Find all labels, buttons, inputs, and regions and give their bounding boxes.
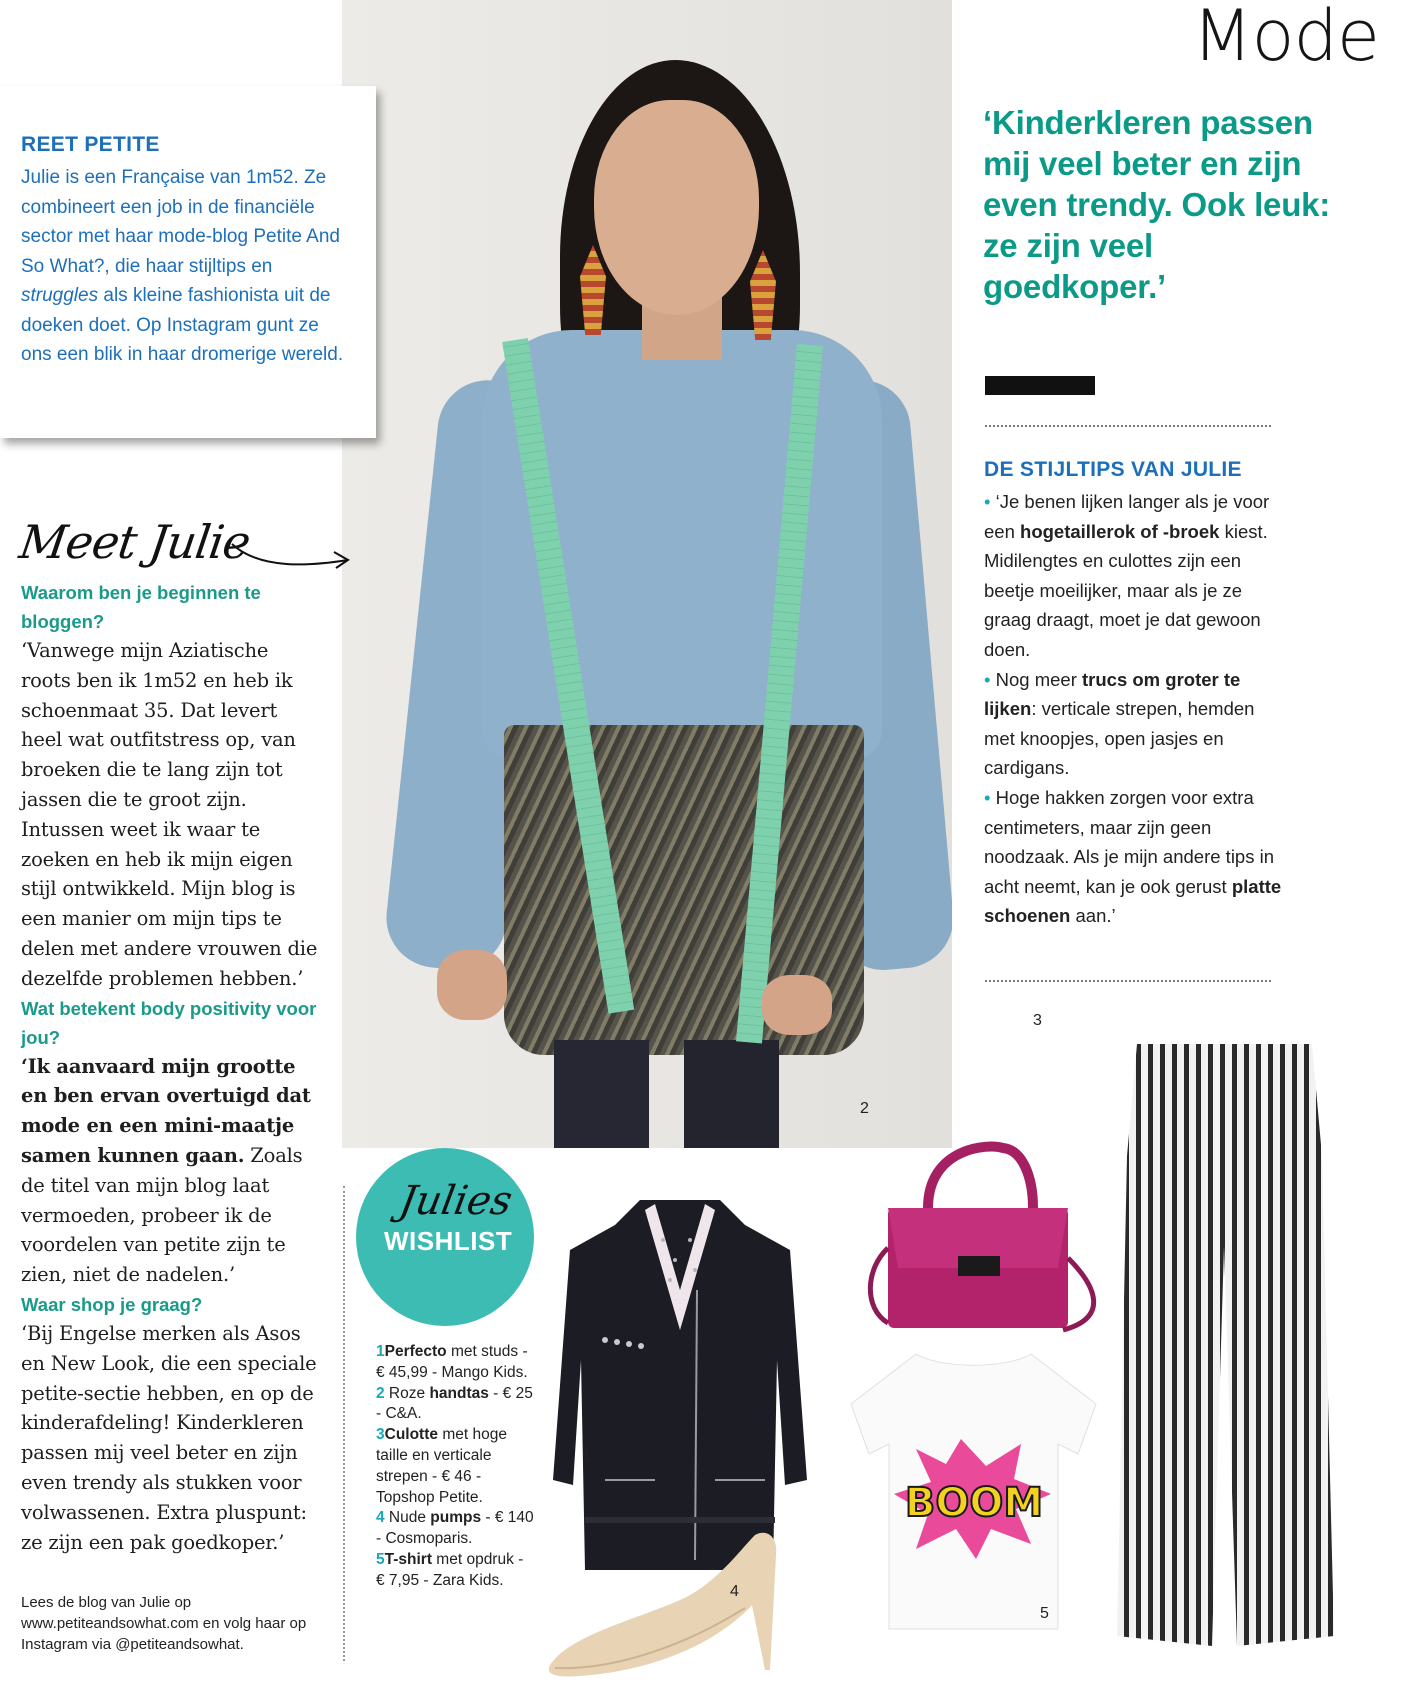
tip-item: • ‘Je benen lijken langer als je voor een hogetaillerok of -broek kiest. Midilengtes en culottes zijn een beetje moeilijker, maar als je ze graag draagt, moet je dat gewoon doen. [984, 491, 1270, 660]
product-culotte-image [1112, 1036, 1337, 1661]
question-3: Waar shop je graag? [21, 1293, 203, 1315]
answer-2: ‘Ik aanvaard mijn grootte en ben ervan overtuigd dat mode en een mini-maatje samen kunnen gaan. Zoals de titel van mijn blog laat vermoeden, probeer ik de voordelen van petite zijn te zien, niet de nadelen.’ [21, 1054, 311, 1287]
dotted-divider [985, 425, 1271, 427]
wishlist-item: 4 Nude pumps - € 140 - Cosmoparis. [376, 1509, 534, 1548]
hand-drawn-arrow-icon [230, 530, 360, 580]
bullet-icon: • [984, 786, 996, 808]
tshirt-print-text: BOOM [904, 1480, 1044, 1526]
wishlist-item: 2 Roze handtas - € 25 - C&A. [376, 1384, 533, 1423]
question-2: Wat betekent body positivity voor jou? [21, 997, 317, 1048]
intro-title: REET PETITE [21, 133, 160, 156]
wishlist-item: 1Perfecto met studs - € 45,99 - Mango Kids. [376, 1343, 528, 1381]
product-jacket-image [545, 1180, 815, 1590]
pull-quote: ‘Kinderkleren passen mij veel beter en zijn even trendy. Ook leuk: ze zijn veel goedkoper.’ [983, 104, 1331, 305]
answer-3: ‘Bij Engelse merken als Asos en New Look, die een speciale petite-sectie hebben, en op de kinderafdeling! Kinderkleren passen mij veel beter en zijn even trendy als stukken voor volwassenen. Extra pluspunt: ze zijn een pak goedkoper.’ [21, 1321, 317, 1554]
divider-bar [985, 376, 1095, 395]
product-number: 1 [582, 1448, 591, 1465]
product-pump-image [540, 1530, 790, 1680]
wishlist-title: WISHLIST [384, 1226, 513, 1256]
wishlist-items [376, 1342, 536, 1592]
dotted-divider [985, 980, 1271, 982]
product-tshirt-image [846, 1344, 1101, 1634]
bullet-icon: • [984, 491, 996, 512]
wishlist-item: 3Culotte met hoge taille en verticale strepen - € 46 - Topshop Petite. [376, 1426, 507, 1506]
hero-photo [342, 0, 952, 1148]
blog-footer-note: Lees de blog van Julie op www.petiteandsowhat.com en volg haar op Instagram via @petiteandsowhat. [21, 1594, 307, 1653]
bullet-icon: • [984, 668, 996, 690]
product-number: 4 [730, 1583, 739, 1600]
product-handbag-image [858, 1138, 1118, 1338]
product-number: 5 [1040, 1605, 1049, 1622]
intro-text: Julie is een Française van 1m52. Ze combineert een job in de financiële sector met haar mode-blog Petite And So What?, die haar stijltips en struggles als kleine fashionista uit de doeken doet. Op Instagram gunt ze ons een blik in haar dromerige wereld. [21, 167, 344, 365]
interview [21, 578, 321, 1557]
tip-item: • Hoge hakken zorgen voor extra centimeters, maar zijn geen noodzaak. Als je mijn andere tips in acht neemt, kan je ook gerust platte schoenen aan.’ [984, 786, 1282, 927]
question-1: Waarom ben je beginnen te bloggen? [21, 582, 261, 632]
wishlist-item: 5T-shirt met opdruk - € 7,95 - Zara Kids. [376, 1550, 524, 1589]
wishlist-script: Julies [395, 1178, 516, 1224]
tips-list [984, 487, 1284, 931]
product-number: 3 [1033, 1012, 1042, 1029]
dotted-vertical-divider [343, 1186, 345, 1661]
answer-1: ‘Vanwege mijn Aziatische roots ben ik 1m52 en heb ik schoenmaat 35. Dat levert heel wat outfitstress op, van broeken die te lang zijn tot jassen die te groot zijn. Intussen weet ik waar te zoeken en heb ik mijn eigen stijl ontwikkeld. Mijn blog is een manier om mijn tips te delen met andere vrouwen die dezelfde problemen hebben.’ [21, 639, 318, 990]
meet-heading: Meet Julie [16, 515, 254, 569]
section-label: Mode [1192, 0, 1379, 77]
tips-title: DE STIJLTIPS VAN JULIE [984, 458, 1242, 481]
tip-item: • Nog meer trucs om groter te lijken: verticale strepen, hemden met knoopjes, open jasjes en cardigans. [984, 668, 1255, 779]
product-number: 2 [860, 1100, 869, 1117]
